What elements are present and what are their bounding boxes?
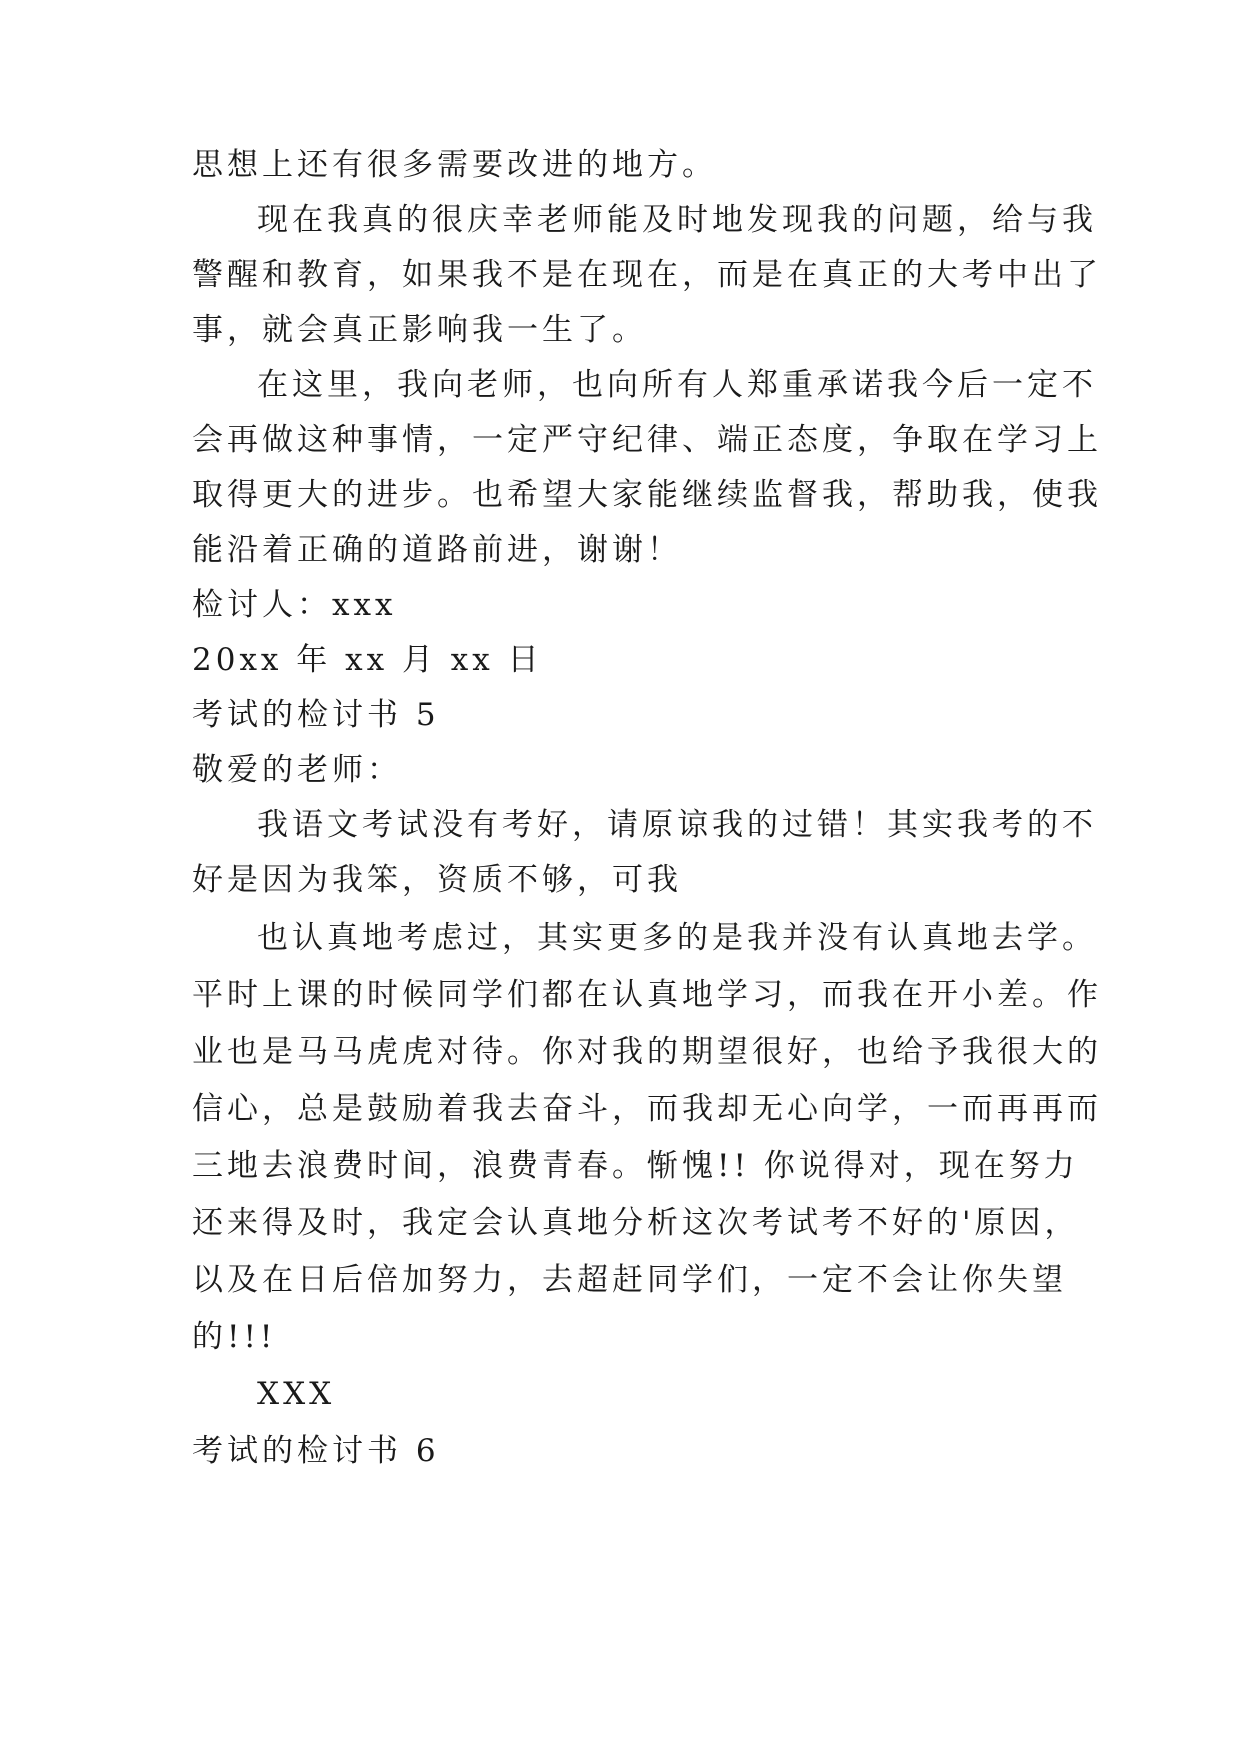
- section-heading: 考试的检讨书 5: [192, 697, 440, 733]
- signature-line: XXX: [257, 1376, 336, 1412]
- paragraph-line: 的!!!: [192, 1319, 277, 1355]
- paragraph-line: 警醒和教育，如果我不是在现在，而是在真正的大考中出了: [192, 257, 1102, 293]
- paragraph-line: 还来得及时，我定会认真地分析这次考试考不好的'原因，: [192, 1205, 1080, 1241]
- paragraph-line: 三地去浪费时间，浪费青春。惭愧!! 你说得对，现在努力: [192, 1148, 1079, 1184]
- paragraph-line: 在这里，我向老师，也向所有人郑重承诺我今后一定不: [257, 367, 1097, 403]
- signature-line: 检讨人：xxx: [192, 587, 397, 623]
- paragraph-line: 取得更大的进步。也希望大家能继续监督我，帮助我，使我: [192, 477, 1102, 513]
- paragraph-line: 平时上课的时候同学们都在认真地学习，而我在开小差。作: [192, 977, 1102, 1013]
- paragraph-line: 我语文考试没有考好，请原谅我的过错！其实我考的不: [257, 807, 1097, 843]
- paragraph-line: 好是因为我笨，资质不够，可我: [192, 862, 682, 898]
- paragraph-line: 思想上还有很多需要改进的地方。: [192, 147, 717, 183]
- paragraph-line: 信心，总是鼓励着我去奋斗，而我却无心向学，一而再再而: [192, 1091, 1102, 1127]
- paragraph-line: 事，就会真正影响我一生了。: [192, 312, 647, 348]
- paragraph-line: 也认真地考虑过，其实更多的是我并没有认真地去学。: [257, 920, 1097, 956]
- paragraph-line: 以及在日后倍加努力，去超赶同学们，一定不会让你失望: [192, 1262, 1067, 1298]
- section-heading: 考试的检讨书 6: [192, 1433, 440, 1469]
- paragraph-line: 能沿着正确的道路前进，谢谢！: [192, 532, 682, 568]
- paragraph-line: 现在我真的很庆幸老师能及时地发现我的问题，给与我: [257, 202, 1097, 238]
- date-line: 20xx 年 xx 月 xx 日: [192, 642, 543, 678]
- paragraph-line: 会再做这种事情，一定严守纪律、端正态度，争取在学习上: [192, 422, 1102, 458]
- paragraph-line: 业也是马马虎虎对待。你对我的期望很好，也给予我很大的: [192, 1034, 1102, 1070]
- salutation: 敬爱的老师：: [192, 752, 402, 788]
